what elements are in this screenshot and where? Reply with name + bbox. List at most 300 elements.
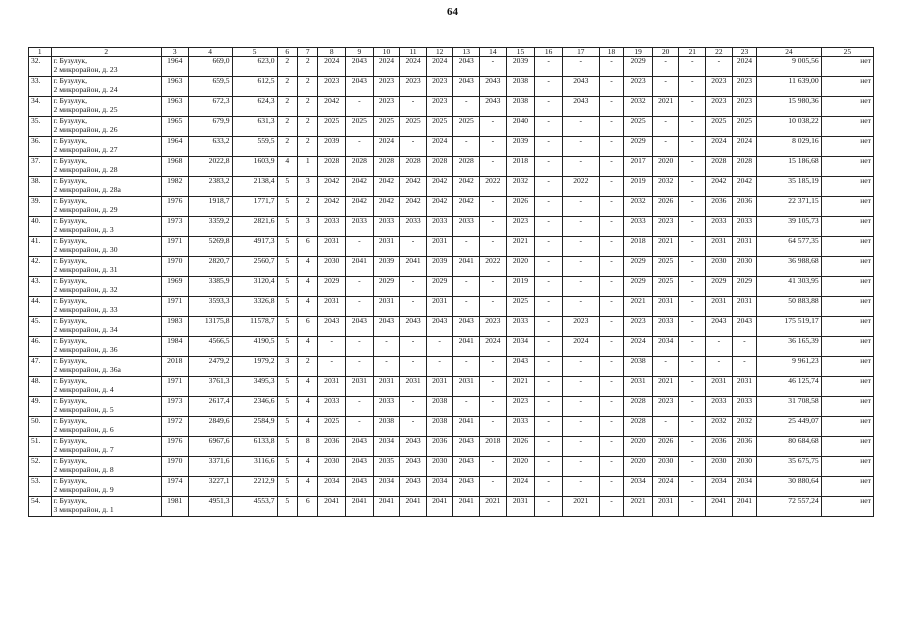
cost-value: 15 186,68: [757, 157, 821, 177]
planned-year: 2041: [453, 257, 480, 277]
planned-year: 2042: [346, 177, 374, 197]
cost-value: 31 708,58: [757, 397, 821, 417]
address-street: 2 микрорайон, д. 30: [53, 244, 118, 254]
planned-year: 2043: [480, 77, 507, 97]
planned-year: -: [599, 257, 624, 277]
planned-year: 2023: [506, 397, 535, 417]
row-number: 43.: [29, 277, 52, 297]
address-city: г. Бузулук,: [53, 436, 87, 445]
planned-year: 2042: [318, 197, 346, 217]
planned-year: -: [400, 397, 427, 417]
planned-year: -: [679, 217, 706, 237]
planned-year: 2020: [506, 457, 535, 477]
column-number: 23: [732, 48, 757, 57]
construction-year: 1971: [161, 377, 188, 397]
planned-year: -: [599, 237, 624, 257]
planned-year: 2028: [346, 157, 374, 177]
planned-year: 2043: [346, 457, 374, 477]
living-area: 2346,6: [232, 397, 277, 417]
planned-year: 2032: [706, 417, 733, 437]
planned-year: 2036: [732, 437, 757, 457]
address-cell: [51, 357, 161, 377]
planned-year: -: [480, 197, 507, 217]
planned-year: 2043: [453, 77, 480, 97]
planned-year: -: [679, 317, 706, 337]
column-number: 10: [373, 48, 400, 57]
planned-year: -: [318, 337, 346, 357]
planned-year: -: [400, 297, 427, 317]
planned-year: 2032: [624, 97, 653, 117]
address-cell: [51, 377, 161, 397]
table-row: [29, 477, 874, 497]
planned-year: 2041: [453, 337, 480, 357]
planned-year: -: [480, 357, 507, 377]
planned-year: 2036: [732, 197, 757, 217]
planned-year: 2040: [506, 117, 535, 137]
construction-year: 1970: [161, 457, 188, 477]
planned-year: -: [599, 457, 624, 477]
planned-year: 2033: [346, 217, 374, 237]
planned-year: -: [480, 157, 507, 177]
planned-year: -: [453, 97, 480, 117]
row-number: 45.: [29, 317, 52, 337]
table-row: [29, 397, 874, 417]
planned-year: 2029: [706, 277, 733, 297]
planned-year: 2029: [624, 57, 653, 77]
planned-year: 2025: [373, 117, 400, 137]
note-value: нет: [821, 277, 873, 297]
address-cell: [51, 257, 161, 277]
row-number: 42.: [29, 257, 52, 277]
living-area: 3116,6: [232, 457, 277, 477]
planned-year: 2023: [732, 77, 757, 97]
planned-year: -: [535, 217, 563, 237]
planned-year: -: [652, 117, 679, 137]
planned-year: -: [535, 397, 563, 417]
row-number: 49.: [29, 397, 52, 417]
planned-year: 2023: [624, 317, 653, 337]
note-value: нет: [821, 237, 873, 257]
planned-year: 2026: [506, 197, 535, 217]
planned-year: -: [599, 357, 624, 377]
living-area: 631,3: [232, 117, 277, 137]
address-city: г. Бузулук,: [53, 396, 87, 405]
address-street: 2 микрорайон, д. 34: [53, 324, 118, 334]
address-street: 2 микрорайон, д. 25: [53, 104, 118, 114]
planned-year: -: [562, 157, 599, 177]
planned-year: -: [599, 437, 624, 457]
planned-year: -: [400, 237, 427, 257]
planned-year: -: [535, 257, 563, 277]
address-street: 2 микрорайон, д. 28а: [53, 184, 121, 194]
planned-year: 2025: [453, 117, 480, 137]
planned-year: 2034: [624, 477, 653, 497]
address-city: г. Бузулук,: [53, 456, 87, 465]
planned-year: 2038: [426, 397, 453, 417]
planned-year: 2043: [453, 57, 480, 77]
planned-year: 2021: [506, 377, 535, 397]
address-city: г. Бузулук,: [53, 356, 87, 365]
planned-year: -: [599, 177, 624, 197]
planned-year: 2043: [453, 477, 480, 497]
planned-year: -: [453, 357, 480, 377]
planned-year: -: [480, 397, 507, 417]
planned-year: -: [562, 477, 599, 497]
address-city: г. Бузулук,: [53, 376, 87, 385]
construction-year: 1964: [161, 137, 188, 157]
note-value: нет: [821, 457, 873, 477]
note-value: нет: [821, 397, 873, 417]
row-number: 32.: [29, 57, 52, 77]
planned-year: 2030: [652, 457, 679, 477]
address-street: 2 микрорайон, д. 9: [53, 484, 114, 494]
address-street: 2 микрорайон, д. 26: [53, 124, 118, 134]
construction-year: 1984: [161, 337, 188, 357]
entrances-count: 4: [298, 477, 318, 497]
planned-year: 2023: [624, 77, 653, 97]
planned-year: 2028: [373, 157, 400, 177]
total-area: 679,9: [188, 117, 232, 137]
planned-year: 2033: [652, 317, 679, 337]
planned-year: -: [535, 117, 563, 137]
planned-year: -: [535, 477, 563, 497]
planned-year: -: [706, 337, 733, 357]
planned-year: 2020: [506, 257, 535, 277]
address-city: г. Бузулук,: [53, 236, 87, 245]
table-row: [29, 437, 874, 457]
column-number: 17: [562, 48, 599, 57]
address-street: 2 микрорайон, д. 23: [53, 64, 118, 74]
construction-year: 1963: [161, 77, 188, 97]
address-city: г. Бузулук,: [53, 476, 87, 485]
address-city: г. Бузулук,: [53, 256, 87, 265]
planned-year: -: [599, 117, 624, 137]
planned-year: -: [562, 237, 599, 257]
address-cell: [51, 457, 161, 477]
cost-value: 8 029,16: [757, 137, 821, 157]
planned-year: 2041: [346, 257, 374, 277]
construction-year: 1970: [161, 257, 188, 277]
address-cell: [51, 277, 161, 297]
planned-year: 2038: [373, 417, 400, 437]
address-city: г. Бузулук,: [53, 216, 87, 225]
planned-year: -: [535, 77, 563, 97]
note-value: нет: [821, 77, 873, 97]
note-value: нет: [821, 497, 873, 517]
planned-year: 2033: [318, 397, 346, 417]
planned-year: 2032: [506, 177, 535, 197]
planned-year: 2023: [373, 97, 400, 117]
total-area: 6967,6: [188, 437, 232, 457]
address-cell: [51, 117, 161, 137]
column-number: 2: [51, 48, 161, 57]
living-area: 6133,8: [232, 437, 277, 457]
planned-year: 2029: [318, 277, 346, 297]
planned-year: -: [346, 277, 374, 297]
table-row: [29, 377, 874, 397]
cost-value: 46 125,74: [757, 377, 821, 397]
planned-year: 2021: [652, 377, 679, 397]
planned-year: 2028: [706, 157, 733, 177]
planned-year: 2031: [426, 237, 453, 257]
entrances-count: 2: [298, 137, 318, 157]
address-street: 2 микрорайон, д. 6: [53, 424, 114, 434]
planned-year: 2026: [506, 437, 535, 457]
planned-year: 2023: [480, 317, 507, 337]
living-area: 623,0: [232, 57, 277, 77]
table-row: [29, 417, 874, 437]
row-number: 37.: [29, 157, 52, 177]
note-value: нет: [821, 157, 873, 177]
planned-year: 2018: [480, 437, 507, 457]
planned-year: -: [400, 357, 427, 377]
entrances-count: 6: [298, 237, 318, 257]
planned-year: 2017: [624, 157, 653, 177]
planned-year: -: [535, 297, 563, 317]
address-city: г. Бузулук,: [53, 336, 87, 345]
cost-value: 15 980,36: [757, 97, 821, 117]
planned-year: -: [562, 197, 599, 217]
planned-year: -: [679, 437, 706, 457]
planned-year: 2028: [624, 417, 653, 437]
planned-year: 2023: [400, 77, 427, 97]
living-area: 3326,8: [232, 297, 277, 317]
planned-year: 2033: [732, 397, 757, 417]
planned-year: -: [679, 297, 706, 317]
row-number: 39.: [29, 197, 52, 217]
floors-count: 2: [277, 77, 297, 97]
address-cell: [51, 497, 161, 517]
planned-year: 2042: [318, 177, 346, 197]
planned-year: 2028: [318, 157, 346, 177]
address-street: 3 микрорайон, д. 1: [53, 504, 114, 514]
address-cell: [51, 317, 161, 337]
planned-year: 2031: [318, 297, 346, 317]
floors-count: 5: [277, 337, 297, 357]
column-number: 3: [161, 48, 188, 57]
planned-year: 2043: [373, 317, 400, 337]
note-value: нет: [821, 297, 873, 317]
total-area: 2479,2: [188, 357, 232, 377]
column-number: 24: [757, 48, 821, 57]
planned-year: 2033: [373, 217, 400, 237]
planned-year: 2042: [426, 197, 453, 217]
column-number: 12: [426, 48, 453, 57]
address-street: 2 микрорайон, д. 29: [53, 204, 118, 214]
row-number: 53.: [29, 477, 52, 497]
address-city: г. Бузулук,: [53, 136, 87, 145]
planned-year: 2033: [706, 217, 733, 237]
cost-value: 41 303,95: [757, 277, 821, 297]
planned-year: -: [679, 237, 706, 257]
planned-year: -: [480, 117, 507, 137]
address-city: г. Бузулук,: [53, 276, 87, 285]
planned-year: 2022: [562, 177, 599, 197]
planned-year: 2033: [373, 397, 400, 417]
planned-year: 2041: [400, 257, 427, 277]
living-area: 3495,3: [232, 377, 277, 397]
planned-year: 2039: [506, 137, 535, 157]
living-area: 4190,5: [232, 337, 277, 357]
planned-year: 2043: [453, 317, 480, 337]
living-area: 3120,4: [232, 277, 277, 297]
planned-year: 2024: [706, 137, 733, 157]
planned-year: 2035: [373, 457, 400, 477]
cost-value: 72 557,24: [757, 497, 821, 517]
note-value: нет: [821, 197, 873, 217]
planned-year: -: [562, 57, 599, 77]
planned-year: -: [562, 377, 599, 397]
planned-year: -: [453, 237, 480, 257]
planned-year: -: [400, 137, 427, 157]
planned-year: 2042: [732, 177, 757, 197]
planned-year: -: [535, 237, 563, 257]
note-value: нет: [821, 477, 873, 497]
planned-year: 2039: [426, 257, 453, 277]
cost-value: 11 639,00: [757, 77, 821, 97]
column-number: 25: [821, 48, 873, 57]
construction-year: 1982: [161, 177, 188, 197]
living-area: 2138,4: [232, 177, 277, 197]
planned-year: -: [599, 497, 624, 517]
planned-year: 2042: [426, 177, 453, 197]
planned-year: 2042: [318, 97, 346, 117]
planned-year: -: [679, 257, 706, 277]
planned-year: 2043: [562, 97, 599, 117]
planned-year: 2042: [706, 177, 733, 197]
address-cell: [51, 57, 161, 77]
construction-year: 1968: [161, 157, 188, 177]
note-value: нет: [821, 417, 873, 437]
planned-year: 2031: [706, 377, 733, 397]
planned-year: 2031: [732, 237, 757, 257]
row-number: 46.: [29, 337, 52, 357]
planned-year: -: [373, 357, 400, 377]
planned-year: 2031: [624, 377, 653, 397]
planned-year: -: [679, 337, 706, 357]
planned-year: -: [346, 297, 374, 317]
address-cell: [51, 417, 161, 437]
planned-year: -: [562, 457, 599, 477]
planned-year: 2042: [453, 197, 480, 217]
address-city: г. Бузулук,: [53, 496, 87, 505]
planned-year: 2039: [318, 137, 346, 157]
table-row: [29, 237, 874, 257]
row-number: 50.: [29, 417, 52, 437]
planned-year: -: [679, 97, 706, 117]
planned-year: 2025: [426, 117, 453, 137]
planned-year: 2029: [732, 277, 757, 297]
address-street: 2 микрорайон, д. 3: [53, 224, 114, 234]
cost-value: 36 165,39: [757, 337, 821, 357]
address-street: 2 микрорайон, д. 31: [53, 264, 118, 274]
planned-year: -: [535, 377, 563, 397]
planned-year: 2043: [426, 317, 453, 337]
construction-year: 1976: [161, 437, 188, 457]
planned-year: 2031: [732, 377, 757, 397]
planned-year: 2018: [506, 157, 535, 177]
address-city: г. Бузулук,: [53, 116, 87, 125]
planned-year: 2025: [732, 117, 757, 137]
planned-year: 2042: [453, 177, 480, 197]
planned-year: 2026: [652, 437, 679, 457]
planned-year: 2034: [373, 437, 400, 457]
floors-count: 2: [277, 97, 297, 117]
entrances-count: 4: [298, 257, 318, 277]
total-area: 13175,8: [188, 317, 232, 337]
planned-year: -: [562, 437, 599, 457]
planned-year: -: [346, 137, 374, 157]
planned-year: -: [535, 177, 563, 197]
column-number: 4: [188, 48, 232, 57]
planned-year: -: [346, 357, 374, 377]
address-cell: [51, 157, 161, 177]
construction-year: 1971: [161, 237, 188, 257]
construction-year: 1971: [161, 297, 188, 317]
planned-year: -: [599, 477, 624, 497]
planned-year: -: [562, 277, 599, 297]
floors-count: 5: [277, 277, 297, 297]
planned-year: -: [535, 417, 563, 437]
planned-year: -: [480, 297, 507, 317]
note-value: нет: [821, 337, 873, 357]
floors-count: 5: [277, 177, 297, 197]
planned-year: 2019: [506, 277, 535, 297]
planned-year: 2038: [624, 357, 653, 377]
repair-schedule-table: [28, 47, 874, 517]
total-area: 2849,6: [188, 417, 232, 437]
planned-year: 2028: [453, 157, 480, 177]
planned-year: -: [535, 437, 563, 457]
planned-year: -: [652, 417, 679, 437]
planned-year: 2043: [346, 477, 374, 497]
planned-year: 2025: [346, 117, 374, 137]
planned-year: 2033: [706, 397, 733, 417]
planned-year: 2030: [732, 257, 757, 277]
entrances-count: 3: [298, 217, 318, 237]
planned-year: -: [400, 97, 427, 117]
total-area: 3359,2: [188, 217, 232, 237]
planned-year: 2021: [624, 297, 653, 317]
address-street: 2 микрорайон, д. 27: [53, 144, 118, 154]
planned-year: -: [679, 397, 706, 417]
living-area: 2560,7: [232, 257, 277, 277]
planned-year: -: [562, 117, 599, 137]
address-cell: [51, 177, 161, 197]
planned-year: -: [480, 457, 507, 477]
planned-year: 2041: [732, 497, 757, 517]
planned-year: -: [400, 277, 427, 297]
living-area: 1771,7: [232, 197, 277, 217]
note-value: нет: [821, 117, 873, 137]
planned-year: 2043: [506, 357, 535, 377]
planned-year: -: [599, 277, 624, 297]
planned-year: -: [318, 357, 346, 377]
floors-count: 5: [277, 197, 297, 217]
planned-year: -: [480, 477, 507, 497]
planned-year: 2022: [480, 177, 507, 197]
total-area: 2022,8: [188, 157, 232, 177]
planned-year: -: [599, 97, 624, 117]
planned-year: -: [535, 497, 563, 517]
column-number: 11: [400, 48, 427, 57]
planned-year: -: [453, 297, 480, 317]
entrances-count: 4: [298, 397, 318, 417]
construction-year: 1963: [161, 97, 188, 117]
entrances-count: 4: [298, 297, 318, 317]
planned-year: -: [453, 397, 480, 417]
planned-year: -: [599, 397, 624, 417]
